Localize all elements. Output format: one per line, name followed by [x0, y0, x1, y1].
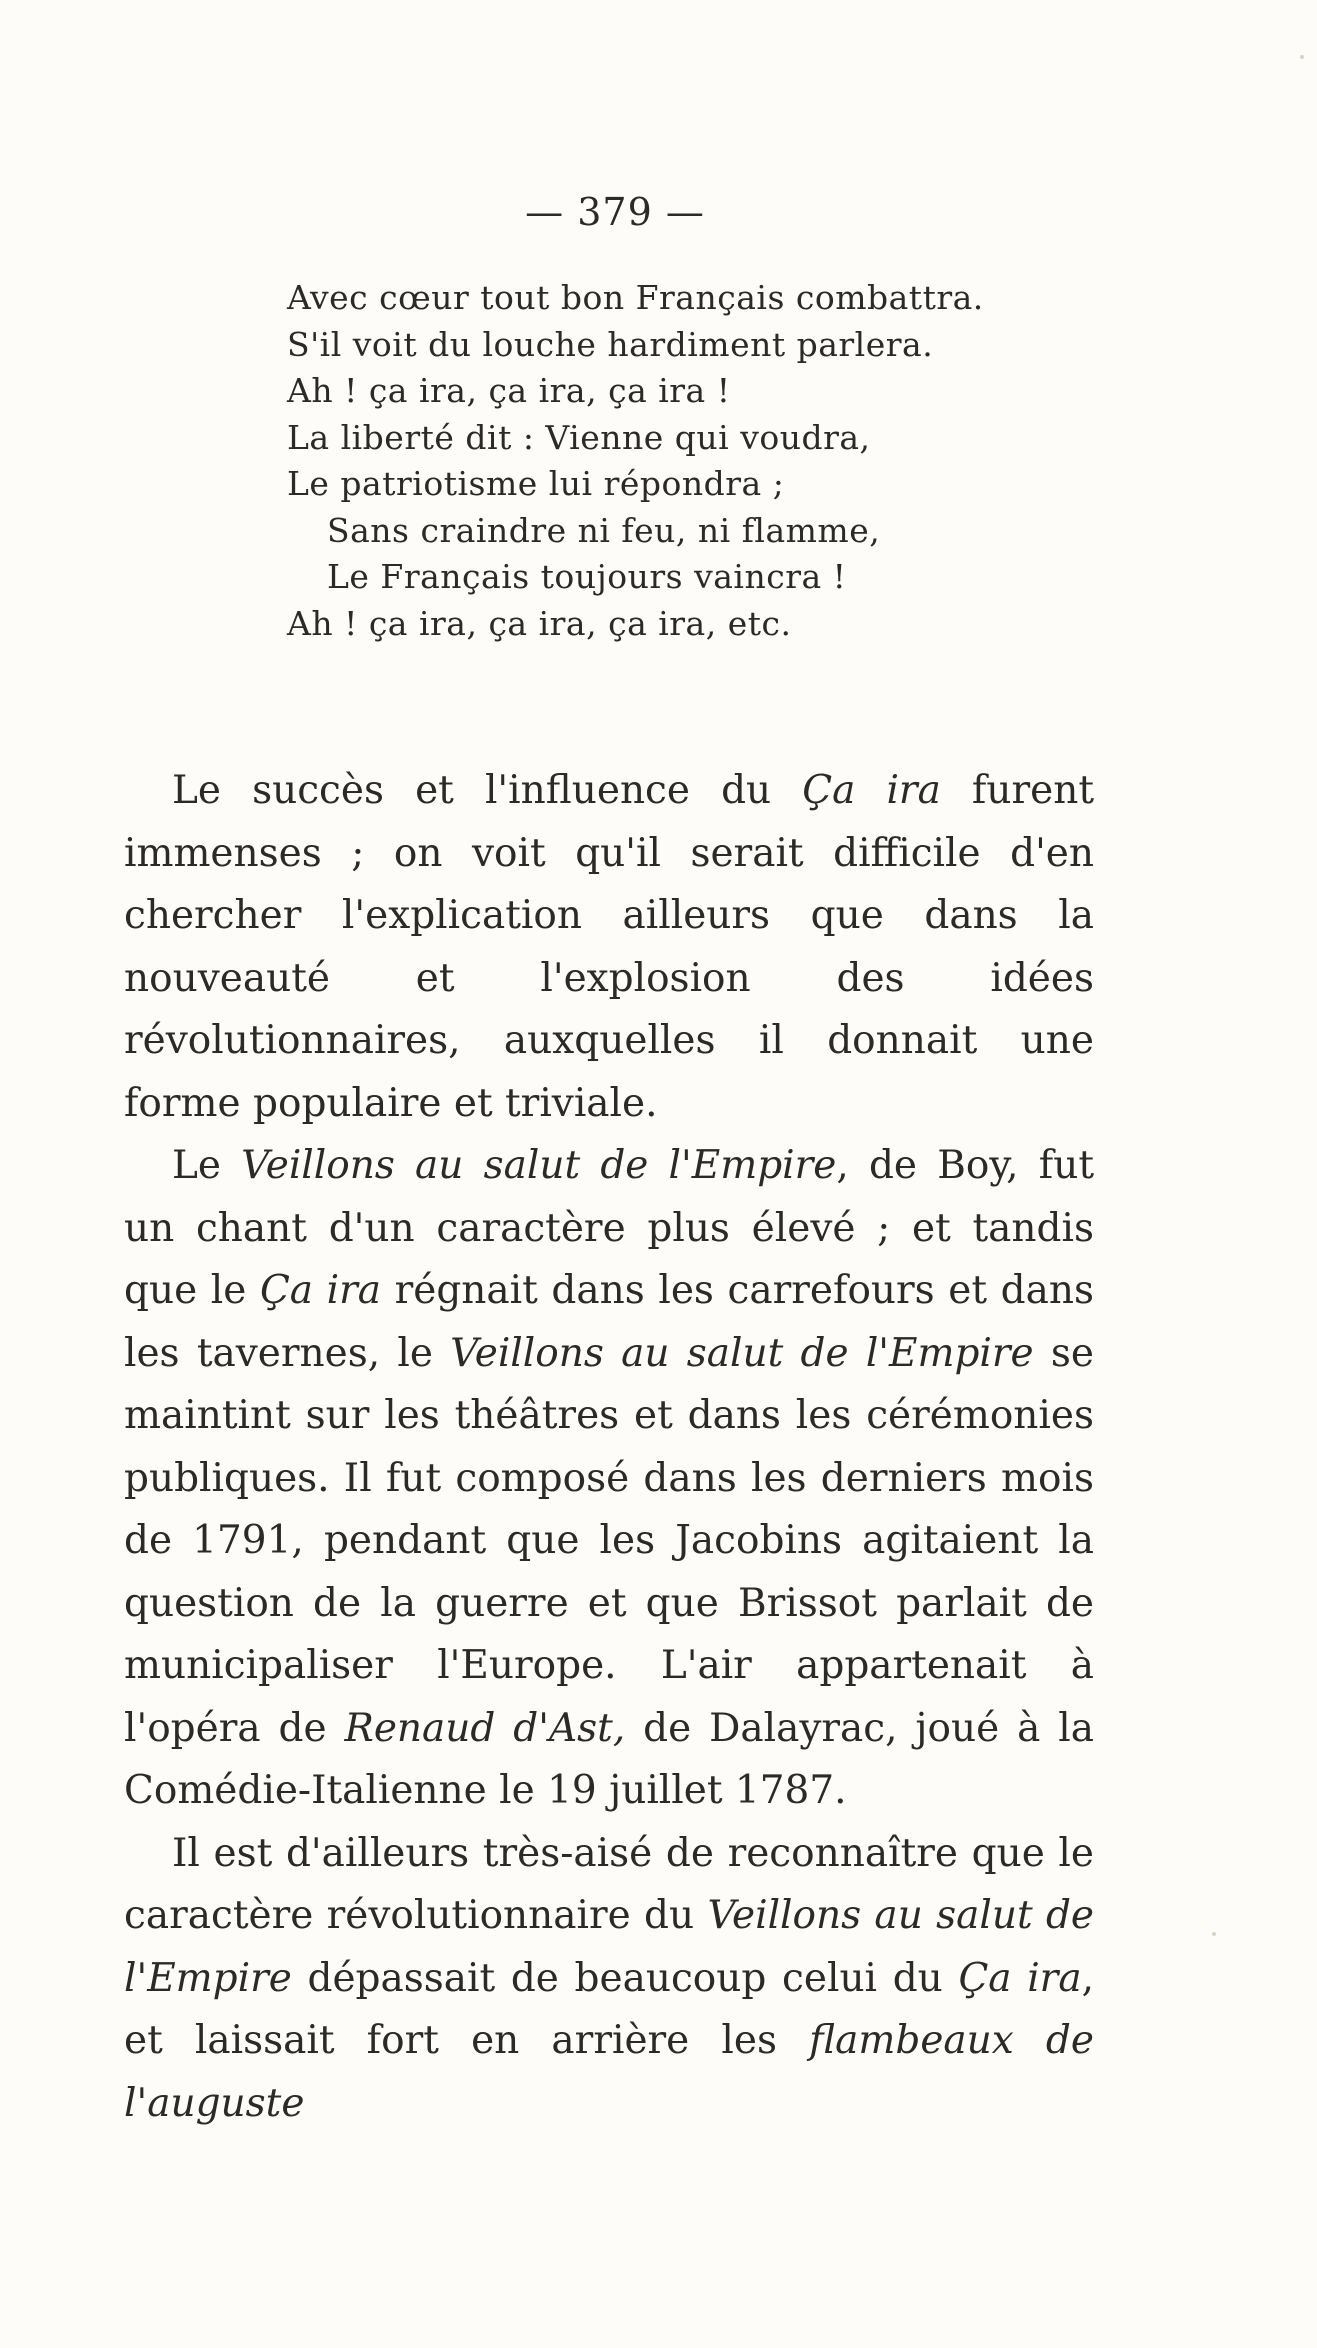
italic-title: Veillons au salut de l'Empire [450, 1330, 1034, 1376]
verse-line: Avec cœur tout bon Français combattra. [287, 278, 984, 317]
body-text [124, 760, 1094, 2135]
italic-title: Veillons au salut de l'Empire [124, 1893, 1094, 2001]
italic-title: Ça ira [802, 768, 941, 813]
text-run: Le [172, 1143, 242, 1188]
text-run: de Dalayrac, joué à la Comédie-Italienne le 19 juillet 1787. [124, 1705, 1094, 1813]
text-run: Il est d'ailleurs très-aisé de reconnaître que le caractère révolutionnaire du [124, 1830, 1094, 1938]
text-run: , de Boy, fut un chant d'un caractère plus élevé ; et tandis que le [124, 1143, 1094, 1313]
paragraph [124, 1823, 1094, 2136]
page-number: — 379 — [525, 190, 705, 234]
italic-title: Ça ira [958, 1955, 1082, 2001]
verse-line: Sans craindre ni feu, ni flamme, [327, 510, 881, 550]
italic-title: Ça ira [259, 1268, 382, 1313]
text-run: , et laissait fort en arrière les [124, 1955, 1094, 2063]
verse-line: Ah ! ça ira, ça ira, ça ira ! [287, 371, 731, 410]
verse-line: Le patriotisme lui répondra ; [287, 464, 785, 503]
italic-title: flambeaux de l'auguste [124, 2018, 1094, 2126]
paragraph [124, 760, 1094, 1135]
text-run: régnait dans les carrefours et dans les tavernes, le [124, 1268, 1095, 1376]
italic-title: Renaud d'Ast, [344, 1705, 626, 1751]
verse-line: La liberté dit : Vienne qui voudra, [287, 417, 871, 457]
verse-line: S'il voit du louche hardiment parlera. [287, 324, 934, 364]
paper-speck [1300, 55, 1304, 59]
text-run: furent immenses ; on voit qu'il serait difficile d'en chercher l'explication ailleurs que dans la nouveauté et l'explosion des idées révolutionnaires, auxquelles il donnait une forme populaire et triviale. [124, 768, 1094, 1126]
song-verse [287, 275, 1047, 647]
text-run: se maintint sur les théâtres et dans les cérémonies publiques. Il fut composé dans les derniers mois de 1791, pendant que les Jacobins agitaient la question de la guerre et que Brissot parlait de municipaliser l'Europe. L'air appartenait à l'opéra de [124, 1330, 1094, 1751]
text-run: Le succès et l'influence du [172, 768, 803, 813]
italic-title: Veillons au salut de l'Empire [241, 1143, 837, 1188]
text-run: dépassait de beaucoup celui du [291, 1955, 959, 2001]
verse-line: Le Français toujours vaincra ! [327, 557, 847, 596]
paragraph [124, 1135, 1094, 1823]
paper-speck [1212, 1932, 1216, 1936]
verse-line: Ah ! ça ira, ça ira, ça ira, etc. [287, 603, 792, 643]
